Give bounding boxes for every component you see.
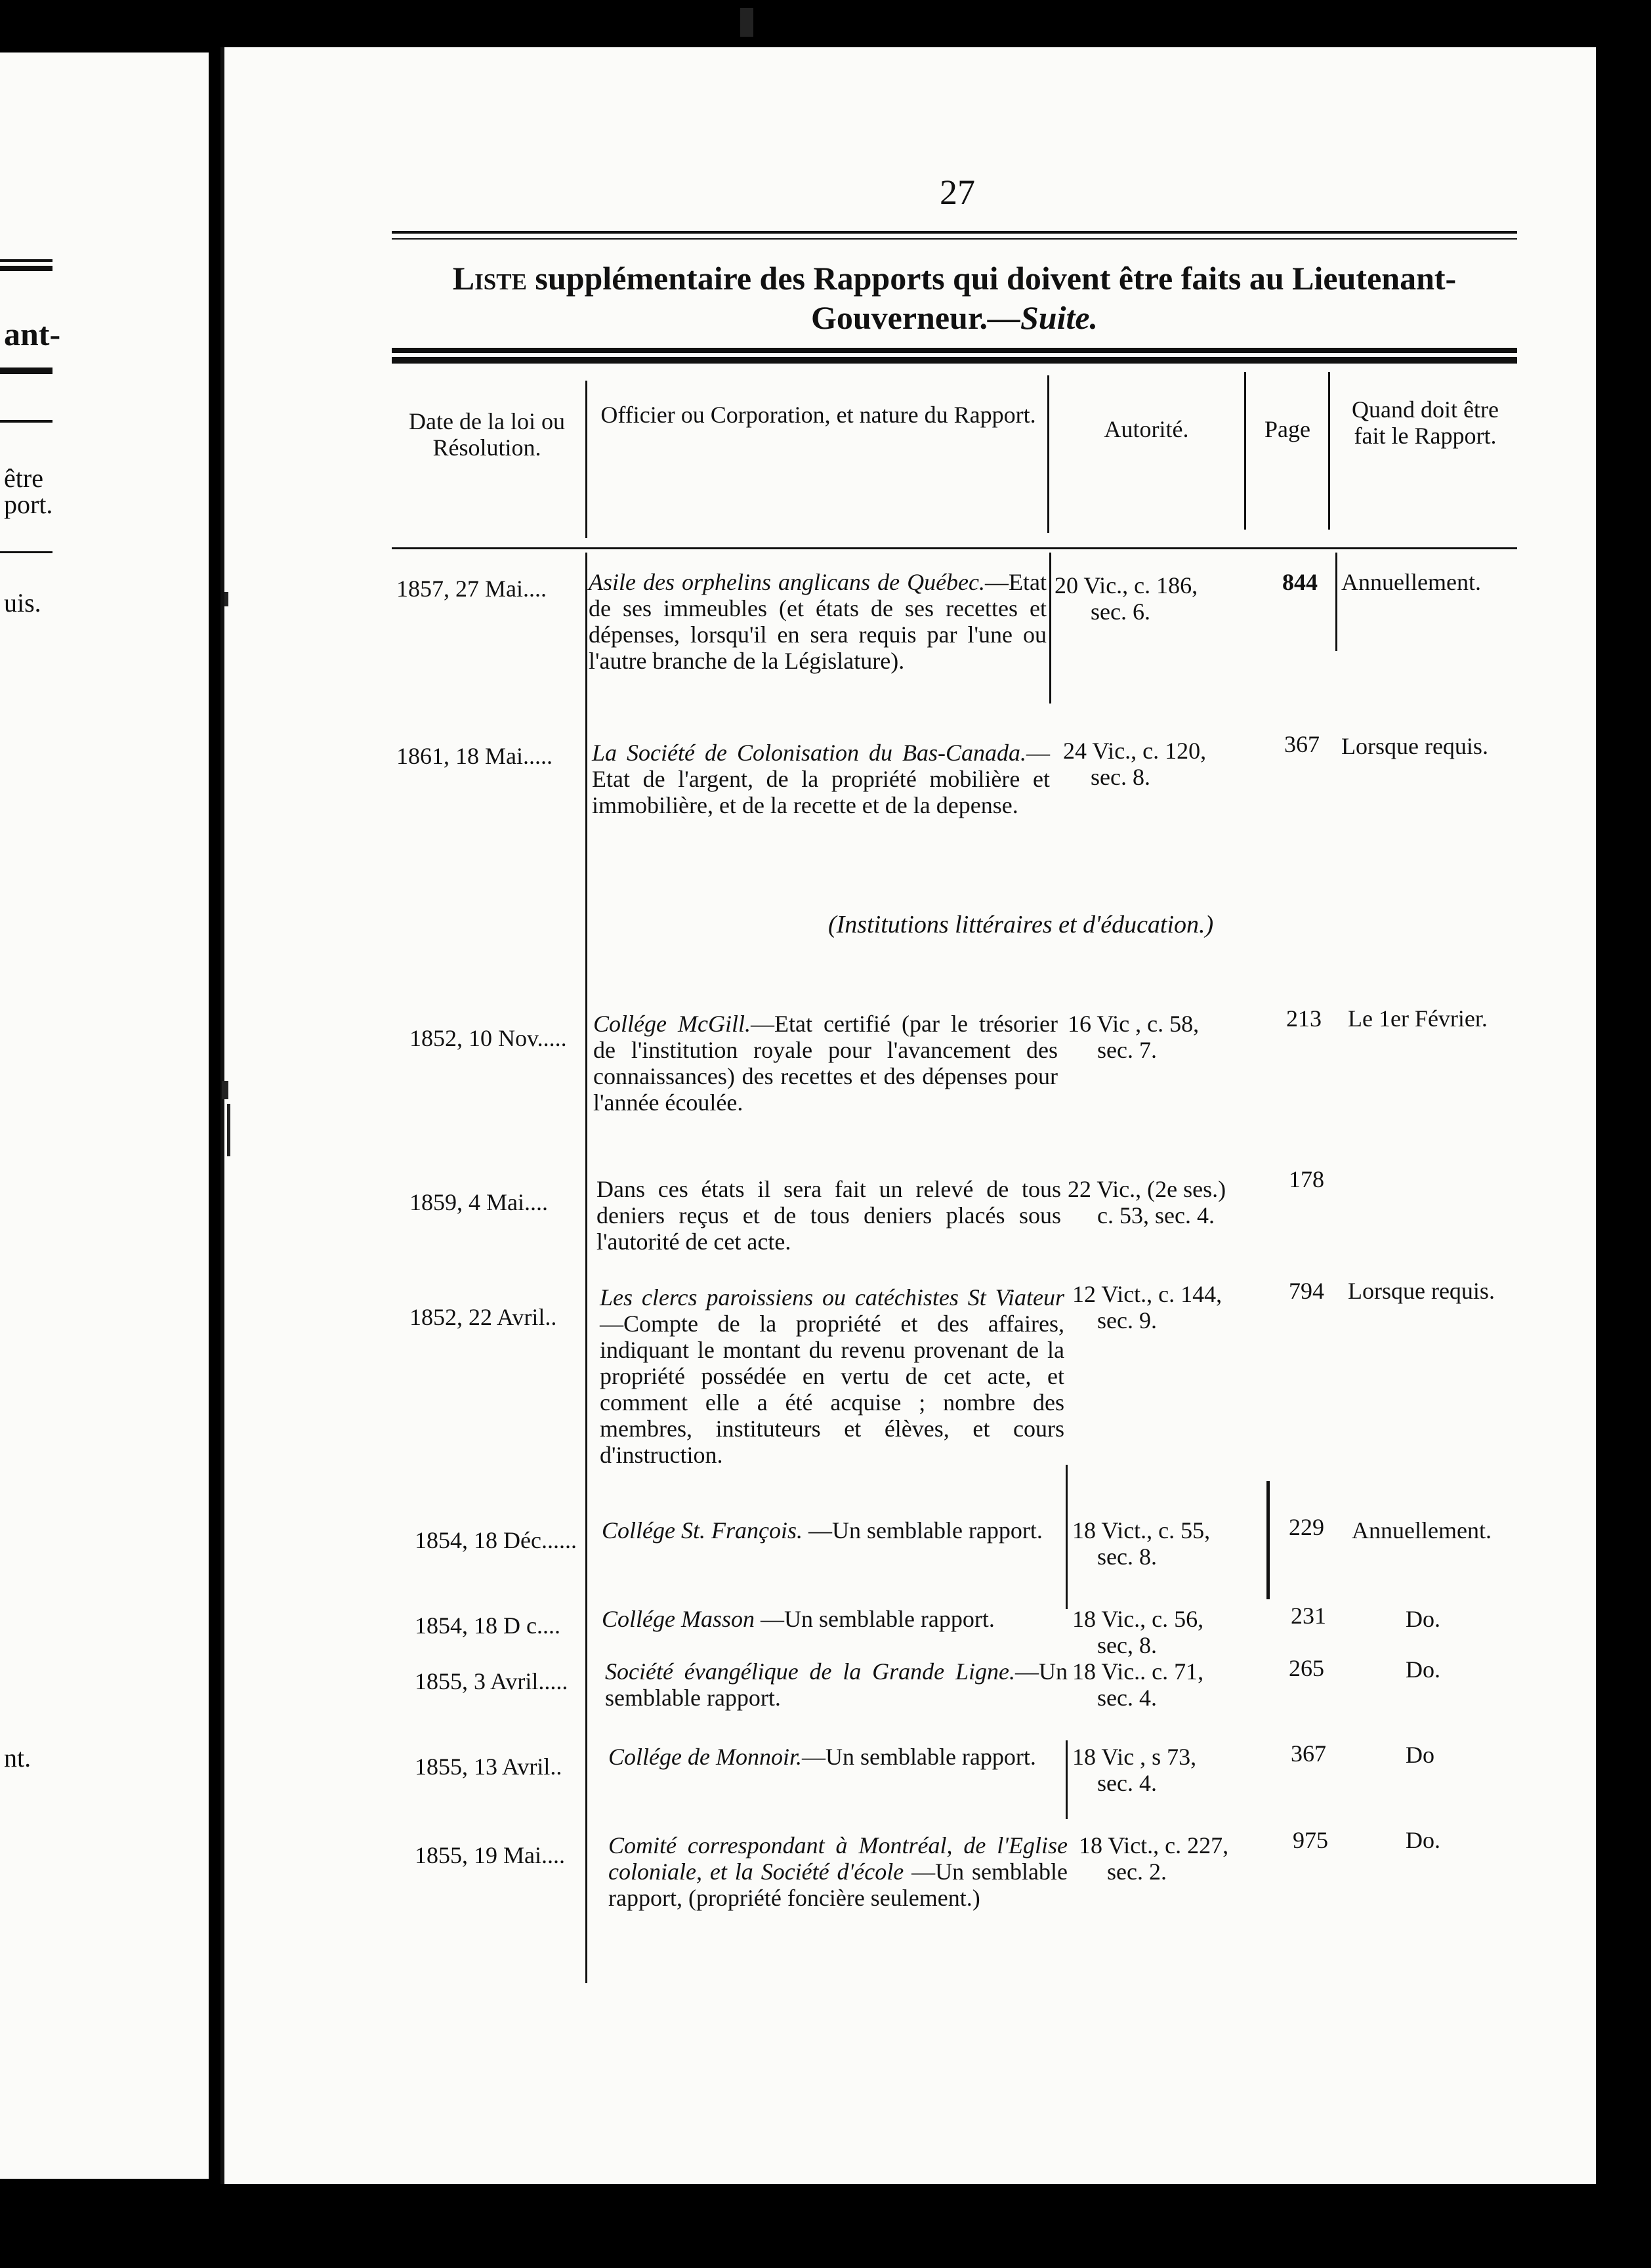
row-description [592,740,1050,818]
row-date: 1854, 18 D c.... [415,1612,560,1639]
row-authority-section: sec. 4. [1097,1770,1157,1796]
left-fragment-text: uis. [4,588,41,618]
row-page: 265 [1289,1655,1324,1681]
ink-speck [740,8,753,37]
column-divider [585,553,587,1983]
row-authority: 18 Vict., c. 55, [1072,1517,1211,1544]
row-date: 1859, 4 Mai.... [409,1189,548,1215]
left-rule [0,266,52,271]
row-authority-section: sec. 4. [1097,1685,1157,1711]
row-description [589,569,1047,674]
row-detail: —Etat de ses immeubles (et états de ses recettes et dépenses, lorsqu'il en sera requis par l'une ou l'autre branche de la Législature). [589,569,1047,674]
row-when: Do [1406,1742,1434,1768]
page-number: 27 [940,173,975,212]
column-divider [585,381,587,538]
row-authority: 18 Vict., c. 227, [1079,1832,1229,1858]
row-authority-section: sec. 2. [1107,1858,1167,1885]
left-rule [0,368,52,374]
row-date: 1855, 19 Mai.... [415,1842,565,1868]
row-description [596,1176,1061,1255]
row-date: 1854, 18 Déc...... [415,1527,577,1553]
column-divider [1049,553,1051,704]
ink-speck [224,592,228,606]
row-when: Lorsque requis. [1348,1278,1495,1304]
row-institution: Collége St. François. [602,1517,803,1544]
row-institution: Collége de Monnoir. [608,1744,802,1770]
row-detail: —Etat certifié (par le trésorier de l'institution royale pour l'avancement des connaissances) des recettes et des dépenses pour l'année écoulée. [593,1011,1058,1116]
row-description [600,1284,1064,1468]
section-heading: (Institutions littéraires et d'éducation.) [828,911,1214,938]
row-authority: 16 Vic , c. 58, [1068,1011,1200,1037]
column-divider [1244,372,1246,530]
row-institution: Les clercs paroissiens ou catéchistes St Viateur [600,1284,1064,1311]
column-divider [1335,553,1337,651]
title-line1: supplémentaire des Rapports qui doivent être faits au Lieutenant- [535,260,1457,297]
row-authority-section: sec. 8. [1097,1544,1157,1570]
row-authority-section: sec. 8. [1091,764,1150,790]
row-institution: Asile des orphelins anglicans de Québec. [589,569,986,595]
page-title [392,259,1517,337]
row-page: 213 [1286,1005,1322,1032]
ink-speck [222,1081,228,1099]
header-rule-bottom [392,547,1517,549]
row-page: 844 [1282,569,1318,595]
row-authority-section: sec, 8. [1097,1632,1157,1658]
row-date: 1852, 22 Avril.. [409,1304,557,1330]
header-authority: Autorité. [1104,416,1189,442]
row-page: 367 [1291,1740,1326,1767]
row-when: Annuellement. [1352,1517,1492,1544]
row-page: 178 [1289,1166,1324,1192]
row-institution: Collége McGill. [593,1011,751,1037]
column-divider [1328,372,1330,530]
row-authority: 18 Vic , s 73, [1072,1744,1197,1770]
row-detail: —Etat de l'argent, de la propriété mobilière et immobilière, et de la recette et de la depense. [592,740,1050,818]
left-fragment-text: ant- [4,316,61,352]
document-page [220,47,1596,2184]
row-authority: 22 Vic., (2e ses.) [1068,1176,1226,1202]
row-authority: 18 Vic.. c. 71, [1072,1658,1204,1685]
title-suite: —Suite. [987,299,1098,336]
row-detail: Dans ces états il sera fait un relevé de tous deniers reçus et de tous deniers placés sous l'autorité de cet acte. [596,1176,1061,1255]
left-fragment-text: port. [4,490,53,519]
row-institution: La Société de Colonisation du Bas-Canada. [592,740,1026,766]
title-rule-top-thin [392,238,1517,240]
row-date: 1855, 13 Avril.. [415,1754,562,1780]
row-date: 1855, 3 Avril..... [415,1668,568,1694]
row-detail: —Un semblable rapport. [802,1517,1043,1544]
row-institution: Comité correspondant à Montréal, de l'Eglise coloniale, et la Société d'école [608,1832,1068,1885]
column-divider [1047,375,1049,533]
left-fragment-text: nt. [4,1743,31,1773]
row-authority: 24 Vic., c. 120, [1063,738,1207,764]
row-authority: 18 Vic., c. 56, [1072,1606,1204,1632]
row-authority-section: sec. 6. [1091,598,1150,625]
row-detail: —Un semblable rapport. [801,1744,1036,1770]
row-when: Le 1er Février. [1348,1005,1488,1032]
row-description [608,1832,1068,1911]
row-when: Annuellement. [1341,569,1481,595]
row-authority: 12 Vict., c. 144, [1072,1281,1223,1307]
left-fragment-text: être [4,463,43,493]
ink-speck [227,1104,230,1156]
column-divider [1266,1481,1270,1599]
row-institution: Collége Masson [602,1606,755,1632]
row-detail: —Un semblable rapport. [605,1658,1068,1711]
row-description [602,1606,1066,1632]
left-rule [0,259,52,262]
row-authority-section: c. 53, sec. 4. [1097,1202,1215,1228]
row-authority: 20 Vic., c. 186, [1055,572,1198,598]
left-page-fragment [0,52,209,2179]
row-institution: Société évangélique de la Grande Ligne. [605,1658,1015,1685]
header-rule-thick [392,357,1517,364]
header-officer: Officier ou Corporation, et nature du Rapport. [600,402,1036,428]
header-when: Quand doit être fait le Rapport. [1352,396,1499,449]
row-date: 1861, 18 Mai..... [396,743,553,769]
row-page: 794 [1289,1278,1324,1304]
row-description [593,1011,1058,1116]
row-when: Lorsque requis. [1341,733,1488,759]
row-when: Do. [1406,1656,1440,1683]
row-description [608,1744,1068,1770]
row-date: 1852, 10 Nov..... [409,1025,567,1051]
row-page: 229 [1289,1514,1324,1540]
header-date: Date de la loi ou Résolution. [409,408,565,461]
title-liste: Liste [452,260,527,297]
row-date: 1857, 27 Mai.... [396,576,547,602]
row-detail: —Un semblable rapport, (propriété foncière seulement.) [608,1858,1068,1911]
title-line2: Gouverneur. [810,299,988,336]
row-authority-section: sec. 9. [1097,1307,1157,1334]
row-page: 231 [1291,1603,1326,1629]
title-rule-top [392,231,1517,234]
row-page: 367 [1284,731,1320,757]
row-description [605,1658,1068,1711]
row-page: 975 [1293,1827,1328,1853]
left-rule [0,551,52,553]
header-page: Page [1264,416,1310,442]
row-detail: —Un semblable rapport. [754,1606,995,1632]
row-when: Do. [1406,1827,1440,1853]
left-rule [0,420,52,423]
row-authority-section: sec. 7. [1097,1037,1157,1063]
header-rule-thick [392,348,1517,353]
row-description [602,1517,1066,1544]
row-when: Do. [1406,1606,1440,1632]
row-detail: —Compte de la propriété et des affaires, indiquant le montant du revenu provenant de la propriété possédée en vertu de cet acte, et comment elle a été acquise ; nombre des membres, instituteurs et élèves, et cours d'instruction. [600,1311,1064,1468]
